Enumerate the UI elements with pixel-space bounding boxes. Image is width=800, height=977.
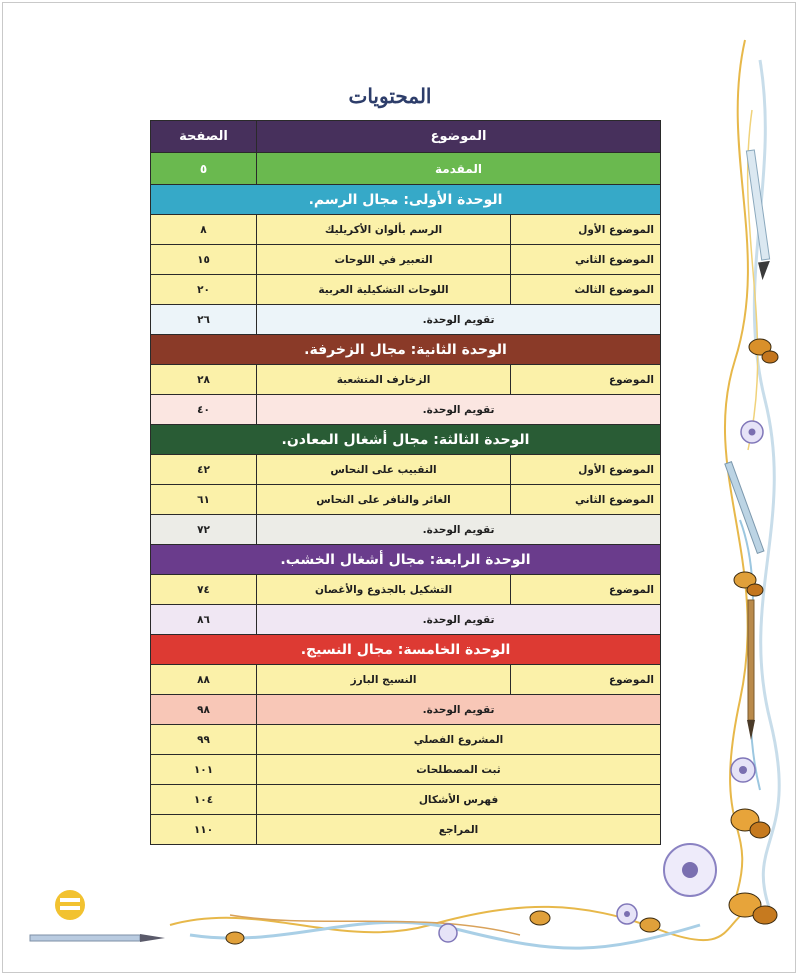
- unit-header-row: [151, 635, 661, 665]
- unit-title: الوحدة الثانية: مجال الزخرفة.: [151, 335, 661, 365]
- appendix-row[interactable]: [151, 755, 661, 785]
- page-cell: ٤٢: [151, 455, 257, 485]
- page-cell: ٢٦: [151, 305, 257, 335]
- pencil-icon: [725, 462, 764, 554]
- topic-cell: الموضوع: [511, 665, 661, 695]
- topic-cell: الموضوع الثاني: [511, 245, 661, 275]
- topic-cell: الموضوع الثاني: [511, 485, 661, 515]
- table-row[interactable]: [151, 245, 661, 275]
- unit-title: الوحدة الثالثة: مجال أشغال المعادن.: [151, 425, 661, 455]
- title-cell: الزخارف المتشعبة: [257, 365, 511, 395]
- butterfly-icon: [734, 572, 763, 596]
- appendix-label: المراجع: [257, 815, 661, 845]
- intro-page: ٥: [151, 153, 257, 185]
- page-cell: ١٥: [151, 245, 257, 275]
- unit-evaluation-row[interactable]: [151, 515, 661, 545]
- page-cell: ٨: [151, 215, 257, 245]
- flower-icon: [439, 924, 457, 942]
- title-cell: اللوحات التشكيلية العربية: [257, 275, 511, 305]
- page-cell: ٤٠: [151, 395, 257, 425]
- topic-cell: الموضوع الثالث: [511, 275, 661, 305]
- intro-label: المقدمة: [257, 153, 661, 185]
- table-row[interactable]: [151, 665, 661, 695]
- paintbrush-icon: [747, 600, 755, 740]
- contents-table: [150, 120, 661, 845]
- title-cell: التشكيل بالجذوع والأغصان: [257, 575, 511, 605]
- table-row[interactable]: [151, 485, 661, 515]
- page-cell: ١٠١: [151, 755, 257, 785]
- unit-title: الوحدة الأولى: مجال الرسم.: [151, 185, 661, 215]
- unit-evaluation-row[interactable]: [151, 395, 661, 425]
- evaluation-label: تقويم الوحدة.: [257, 515, 661, 545]
- pencil-icon: [746, 150, 772, 280]
- paintbrush-icon: [30, 934, 165, 942]
- appendix-label: المشروع الفصلي: [257, 725, 661, 755]
- table-header-row: [151, 121, 661, 153]
- page-cell: ٧٢: [151, 515, 257, 545]
- unit-header-row: [151, 335, 661, 365]
- title-cell: التقبيب على النحاس: [257, 455, 511, 485]
- unit-evaluation-row[interactable]: [151, 305, 661, 335]
- page-cell: ٨٨: [151, 665, 257, 695]
- appendix-row[interactable]: [151, 815, 661, 845]
- evaluation-label: تقويم الوحدة.: [257, 305, 661, 335]
- topic-cell: الموضوع: [511, 575, 661, 605]
- title-cell: النسيج البارز: [257, 665, 511, 695]
- butterfly-icon: [226, 932, 244, 944]
- evaluation-label: تقويم الوحدة.: [257, 695, 661, 725]
- unit-header-row: [151, 425, 661, 455]
- page-cell: ٩٩: [151, 725, 257, 755]
- topic-cell: الموضوع الأول: [511, 215, 661, 245]
- page-cell: ١٠٤: [151, 785, 257, 815]
- publisher-logo: [55, 890, 85, 920]
- topic-cell: الموضوع: [511, 365, 661, 395]
- appendix-row[interactable]: [151, 725, 661, 755]
- appendix-label: فهرس الأشكال: [257, 785, 661, 815]
- unit-header-row: [151, 185, 661, 215]
- title-cell: الغائر والنافر على النحاس: [257, 485, 511, 515]
- flower-icon: [617, 904, 637, 924]
- page-header: الصفحة: [151, 121, 257, 153]
- flower-icon: [731, 758, 755, 782]
- page-cell: ٢٠: [151, 275, 257, 305]
- table-row[interactable]: [151, 275, 661, 305]
- page-cell: ٢٨: [151, 365, 257, 395]
- topic-header: الموضوع: [257, 121, 661, 153]
- title-cell: الرسم بألوان الأكريليك: [257, 215, 511, 245]
- butterfly-icon: [530, 911, 550, 925]
- page-cell: ٦١: [151, 485, 257, 515]
- intro-row[interactable]: [151, 153, 661, 185]
- evaluation-label: تقويم الوحدة.: [257, 395, 661, 425]
- butterfly-icon: [731, 809, 770, 838]
- evaluation-label: تقويم الوحدة.: [257, 605, 661, 635]
- table-row[interactable]: [151, 365, 661, 395]
- page-cell: ١١٠: [151, 815, 257, 845]
- flower-icon: [664, 844, 716, 896]
- butterfly-icon: [749, 339, 778, 363]
- page-cell: ٨٦: [151, 605, 257, 635]
- butterfly-icon: [640, 918, 660, 932]
- unit-header-row: [151, 545, 661, 575]
- page-cell: ٧٤: [151, 575, 257, 605]
- table-row[interactable]: [151, 455, 661, 485]
- table-row[interactable]: [151, 575, 661, 605]
- appendix-row[interactable]: [151, 785, 661, 815]
- flower-icon: [741, 421, 763, 443]
- unit-title: الوحدة الرابعة: مجال أشغال الخشب.: [151, 545, 661, 575]
- unit-evaluation-row[interactable]: [151, 605, 661, 635]
- topic-cell: الموضوع الأول: [511, 455, 661, 485]
- page-cell: ٩٨: [151, 695, 257, 725]
- page-title: المحتويات: [348, 84, 432, 108]
- table-row[interactable]: [151, 215, 661, 245]
- unit-title: الوحدة الخامسة: مجال النسيج.: [151, 635, 661, 665]
- title-cell: التعبير في اللوحات: [257, 245, 511, 275]
- unit-evaluation-row[interactable]: [151, 695, 661, 725]
- appendix-label: ثبت المصطلحات: [257, 755, 661, 785]
